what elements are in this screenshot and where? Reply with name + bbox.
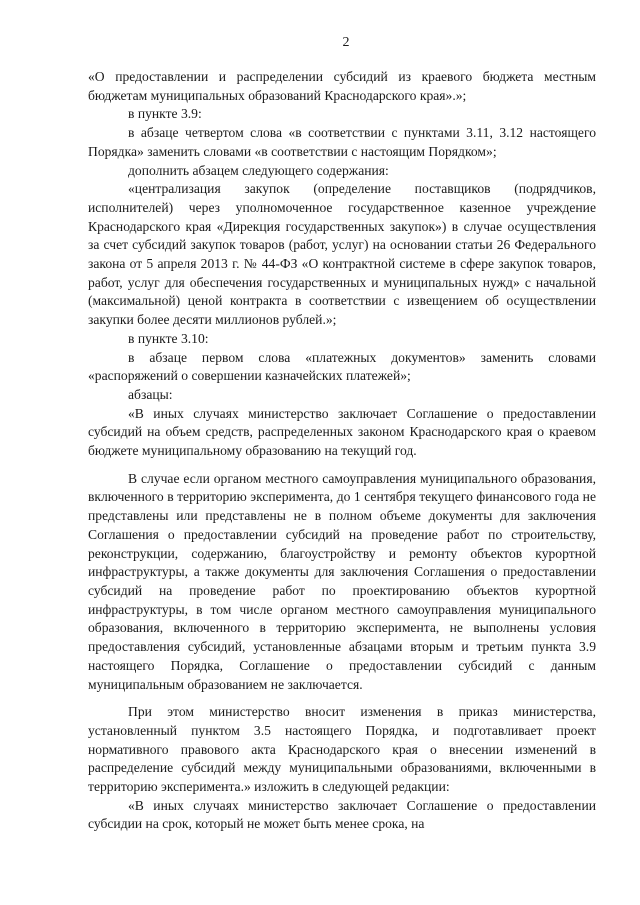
paragraph: в абзаце четвертом слова «в соответствии с пунктами 3.11, 3.12 настоящего Порядка» заменить словами «в соответствии с настоящим Порядком»;	[88, 125, 596, 159]
paragraph: «О предоставлении и распределении субсидий из краевого бюджета местным бюджетам муниципальных образований Краснодарского края».»;	[88, 69, 596, 103]
document-body	[88, 68, 596, 834]
paragraph: «В иных случаях министерство заключает Соглашение о предоставлении субсидии на срок, который не может быть менее срока, на	[88, 797, 596, 832]
page-number: 2	[342, 35, 350, 50]
paragraph: в абзаце первом слова «платежных документов» заменить словами «распоряжений о совершении казначейских платежей»;	[88, 349, 596, 384]
paragraph: В случае если органом местного самоуправления муниципального образования, включенного в территорию эксперимента, до 1 сентября текущего финансового года не представлены или представлены не в полном объеме документы для заключения Соглашения о предоставлении субсидий на проведение работ по строительству, реконструкции, содержанию, благоустройству и ремонту объектов курортной инфраструктуры, а также документы для заключения Соглашения о предоставлении субсидий на проведение работ по проектированию объектов курортной инфраструктуры, в том числе органом местного самоуправления муниципального образования, включенного в территорию эксперимента, не выполнены условия предоставления субсидий, установленные абзацами вторым и третьим пункта 3.9 настоящего Порядка, Соглашение о предоставлении субсидий с данным муниципальным образованием не заключается.	[88, 470, 596, 692]
paragraph: При этом министерство вносит изменения в приказ министерства, установленный пунктом 3.5 настоящего Порядка, и подготавливает проект нормативного правового акта Краснодарского края о внесении изменений в распределение субсидий между муниципальными образованиями, включенными в территорию эксперимента.» изложить в следующей редакции:	[88, 704, 596, 795]
paragraph: «централизация закупок (определение поставщиков (подрядчиков, исполнителей) через уполномоченное государственное казенное учреждение Краснодарского края «Дирекция государственных закупок») в случае осуществления за счет субсидий закупок товаров (работ, услуг) на основании статьи 26 Федерального закона от 5 апреля 2013 г. № 44-ФЗ «О контрактной системе в сфере закупок товаров, работ, услуг для обеспечения государственных и муниципальных нужд» с начальной (максимальной) ценой контракта в соответствии с извещением об осуществлении закупки более десяти миллионов рублей.»;	[88, 181, 596, 328]
paragraph: дополнить абзацем следующего содержания:	[128, 162, 389, 178]
paragraph: в пункте 3.9:	[128, 106, 202, 122]
paragraph: в пункте 3.10:	[128, 330, 209, 346]
paragraph: абзацы:	[128, 386, 173, 402]
paragraph: «В иных случаях министерство заключает Соглашение о предоставлении субсидий на объем средств, распределенных законом Краснодарского края о краевом бюджете муниципальному образованию на текущий год.	[88, 405, 596, 459]
